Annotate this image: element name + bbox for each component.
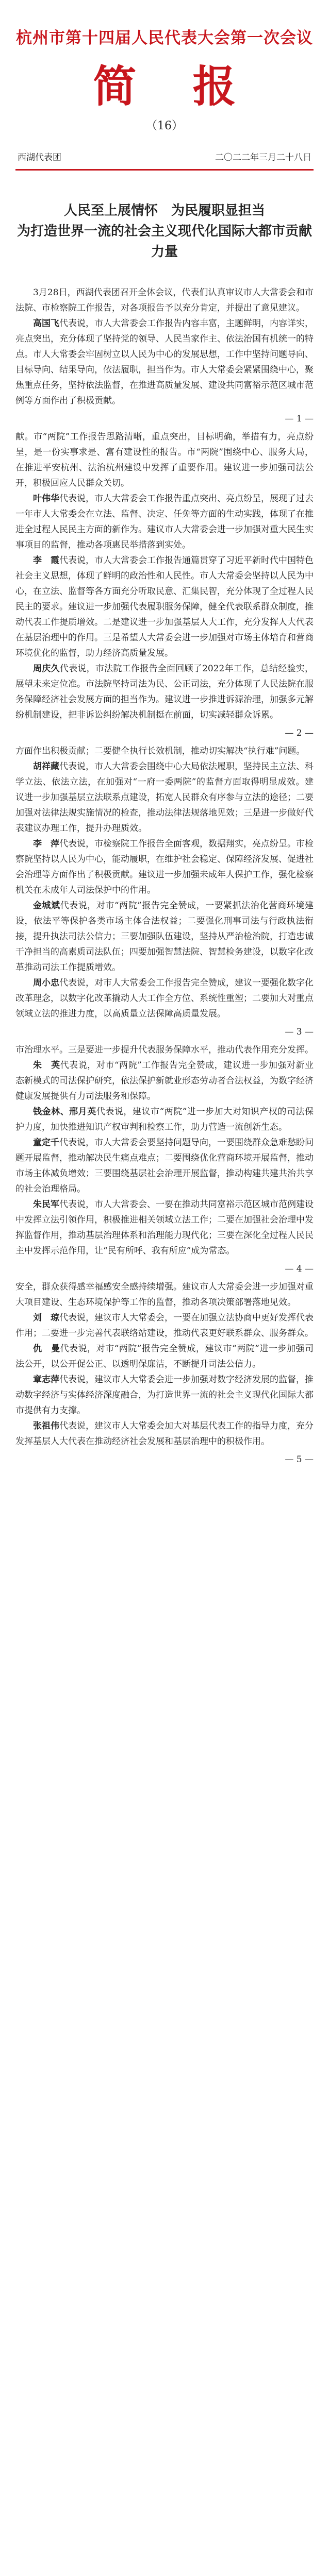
speaker-remarks: 代表说，市法院工作报告全面回顾了2022年工作，总结经验实，展望未来定位准。市法院坚持司法为民、公正司法，充分体现了人民法院在服务保障经济社会发展方面的担当作为。建议进一步推进诉源治理，加强多元解纷机制建设，把非诉讼纠纷解决机制挺在前面，切实减轻群众诉累。	[15, 664, 314, 720]
speaker-paragraph	[15, 1104, 314, 1135]
delegation-name: 西湖代表团	[18, 152, 61, 163]
speaker-paragraph	[15, 836, 314, 898]
page-number: — 2 —	[285, 728, 314, 738]
speaker-name: 周庆久	[33, 664, 60, 674]
speaker-name: 朱民军	[33, 1199, 59, 1210]
speaker-name: 高国飞	[33, 318, 59, 329]
speaker-paragraph	[15, 1418, 314, 1449]
speaker-paragraph	[15, 975, 314, 1022]
speaker-remarks: 代表说，建议市人大常委会，一要在加强立法协商中更好发挥代表作用；二要进一步完善代表联络站建设，推动代表更好联系群众、服务群众。	[15, 1313, 314, 1338]
speaker-remarks: 代表说，市人大常委会工作报告重点突出、亮点纷呈，展现了过去一年市人大常委会在立法、监督、决定、任免等方面的生动实践，体现了在推进全过程人民民主方面的新作为。建议市人大常委会进一步加强对重大民生实事项目的监督，推动各项惠民举措落到实处。	[15, 494, 314, 550]
continued-paragraph: 市治理水平。三是要进一步提升代表服务保障水平，推动代表作用充分发挥。	[15, 1045, 314, 1055]
page-number: — 4 —	[285, 1264, 314, 1274]
speaker-remarks: 代表说，对市“两院”报告完全赞成，建议市“两院”进一步加强司法公开，以公开促公正、以透明保廉洁，不断提升司法公信力。	[15, 1344, 314, 1369]
speaker-remarks: 代表说，市人大常委会工作报告通篇贯穿了习近平新时代中国特色社会主义思想，体现了鲜明的政治性和人民性。市人大常委会坚持以人民为中心，在立法、监督等各方面充分听取民意、汇集民智，充分体现了全过程人民民主的要求。建议进一步加强代表履职服务保障，健全代表联系群众制度，推动代表工作提质增效。二是建议进一步加强基层人大工作，充分发挥人大代表在基层治理中的作用。三是希望人大常委会进一步加强对市场主体培育和营商环境优化的监督，助力经济高质量发展。	[15, 555, 314, 658]
continued-paragraph: 方面作出积极贡献；二要健全执行长效机制，推动切实解决“执行难”问题。	[15, 746, 305, 756]
article-body	[15, 285, 314, 1466]
speaker-paragraph	[15, 1372, 314, 1418]
speaker-remarks: 代表说，建议市人大常委会加大对基层代表工作的指导力度，充分发挥基层人大代表在推动经济社会发展和基层治理中的积极作用。	[15, 1421, 314, 1447]
speaker-name: 李 萍	[33, 839, 59, 849]
speaker-remarks: 代表说，建议市人大常委会进一步加强对数字经济发展的监督，推动数字经济与实体经济深度融合，为打造世界一流的社会主义现代化国际大都市提供有力支撑。	[15, 1375, 314, 1416]
speaker-paragraph	[15, 1310, 314, 1341]
speaker-name: 刘 琼	[33, 1313, 59, 1323]
conference-title: 杭州市第十四届人民代表大会第一次会议	[16, 29, 313, 47]
speaker-remarks: 代表说，市人大常委会要坚持问题导向，一要围绕群众急难愁盼问题开展监督，推动解决民生痛点难点；二要围绕优化营商环境开展监督，推动市场主体减负增效；三要围绕基层社会治理开展监督，推动构建共建共治共享的社会治理格局。	[15, 1138, 314, 1194]
publish-date: 二〇二二年三月二十八日	[215, 152, 311, 163]
speaker-name: 胡祥藏	[33, 761, 59, 772]
speaker-name: 朱 英	[33, 1060, 60, 1071]
page-number: — 5 —	[285, 1454, 314, 1465]
speaker-name: 张祖伟	[33, 1421, 59, 1431]
speaker-paragraph	[15, 1058, 314, 1104]
intro-paragraph: 3月28日，西湖代表团召开全体会议，代表们认真审议市人大常委会和市法院、市检察院工作报告，对各项报告予以充分肯定，并提出了意见建议。	[15, 287, 314, 313]
issue-number: （16）	[146, 120, 183, 132]
briefing-title: 简 报	[93, 61, 257, 112]
speaker-name: 李 霞	[33, 555, 59, 566]
speaker-name: 金城斌	[33, 901, 60, 911]
headline-line-2: 为打造世界一流的社会主义现代化国际大都市贡献力量	[17, 224, 312, 260]
speaker-paragraph	[15, 1135, 314, 1197]
speaker-remarks: 代表说，市人大常委会工作报告内容丰富，主题鲜明，内容详实，亮点突出，充分体现了坚持党的领导、人民当家作主、依法治国有机统一的特点。市人大常委会牢固树立以人民为中心的发展思想，工作中坚持问题导向、目标导向、结果导向，依法履职，担当作为。市人大常委会紧紧围绕中心，聚焦重点任务，坚持依法监督，在推进高质量发展、建设共同富裕示范区城市范例等方面作出了积极贡献。	[15, 318, 314, 406]
speaker-name: 叶伟华	[33, 494, 59, 504]
speaker-remarks: 代表说，市人大常委会、一要在推动共同富裕示范区城市范例建设中发挥立法引领作用，积极推进相关领域立法工作；二要在加强社会治理中发挥监督作用，推动基层治理体系和治理能力现代化；三要在深化全过程人民民主中发挥示范作用，让“民有所呼、我有所应”成为常态。	[15, 1199, 314, 1256]
header-red-rule	[15, 169, 314, 171]
speaker-name: 童定千	[33, 1138, 59, 1148]
speaker-remarks: 代表说，对市“两院”报告完全赞成，一要紧抓法治化营商环境建设，依法平等保护各类市场主体合法权益；二要强化刑事司法与行政执法衔接，提升执法司法公信力；三要加强队伍建设，坚持从严治检治院，打造忠诚干净担当的高素质司法队伍；四要加强智慧法院、智慧检务建设，以数字化改革推动司法工作提质增效。	[15, 901, 314, 973]
speaker-paragraph	[15, 1341, 314, 1372]
speaker-name: 章志萍	[33, 1375, 59, 1385]
speaker-remarks: 代表说，市人大常委会围绕中心大局依法履职，坚持民主立法、科学立法、依法立法，在加强对“一府一委两院”的监督方面取得明显成效。建议进一步加强基层立法联系点建设，拓宽人民群众有序参与立法的途径；二要加强对法律法规实施情况的检查，推动法律法规落地见效；三是进一步做好代表建议办理工作，提升办理质效。	[15, 761, 314, 834]
speaker-remarks: 代表说，对市“两院”工作报告完全赞成，建议进一步加强对新业态新模式的司法保护研究，依法保护新就业形态劳动者合法权益，为数字经济健康发展提供有力司法服务和保障。	[15, 1060, 314, 1101]
page-number: — 3 —	[285, 1027, 314, 1037]
speaker-paragraph	[15, 316, 314, 409]
speaker-name: 仇 曼	[33, 1344, 60, 1354]
page-number: — 1 —	[285, 414, 314, 424]
speaker-paragraph	[15, 1197, 314, 1259]
speaker-name: 周小忠	[33, 978, 59, 988]
continued-paragraph: 安全，群众获得感幸福感安全感持续增强。建议市人大常委会进一步加强对重大项目建设、生态环境保护等工作的监督，推动各项决策部署落地见效。	[15, 1282, 314, 1308]
speaker-remarks: 代表说，建议市“两院”进一步加大对知识产权的司法保护力度，加快推进知识产权审判和检察工作，助力营造一流创新生态。	[15, 1107, 314, 1132]
headline-line-1: 人民至上展情怀 为民履职显担当	[63, 203, 265, 218]
speaker-paragraph	[15, 759, 314, 836]
speaker-name: 钱金林、邢月英	[33, 1107, 96, 1117]
headline	[15, 200, 314, 262]
speaker-paragraph	[15, 661, 314, 723]
speaker-paragraph	[15, 898, 314, 975]
speaker-remarks: 代表说，对市人大常委会工作报告完全赞成，建议一要强化数字化改革理念，以数字化改革撬动人大工作全方位、系统性重塑；二要加大对重点领域立法的推进力度，以高质量立法保障高质量发展。	[15, 978, 314, 1019]
speaker-paragraph	[15, 553, 314, 661]
header-meta	[15, 151, 314, 164]
continued-paragraph: 献。市“两院”工作报告思路清晰，重点突出，目标明确，举措有力，亮点纷呈，是一份实事求是、富有建设性的报告。市“两院”围绕中心、服务大局，在推进平安杭州、法治杭州建设中发挥了重要作用。建议进一步加强司法公开，积极回应人民群众关切。	[15, 432, 314, 488]
speaker-paragraph	[15, 491, 314, 553]
speaker-remarks: 代表说，市检察院工作报告全面客观，数据翔实，亮点纷呈。市检察院坚持以人民为中心，能动履职，在维护社会稳定、保障经济发展、促进社会治理等方面作出了积极贡献。建议进一步加强未成年人保护工作，强化检察机关在未成年人司法保护中的作用。	[15, 839, 314, 895]
